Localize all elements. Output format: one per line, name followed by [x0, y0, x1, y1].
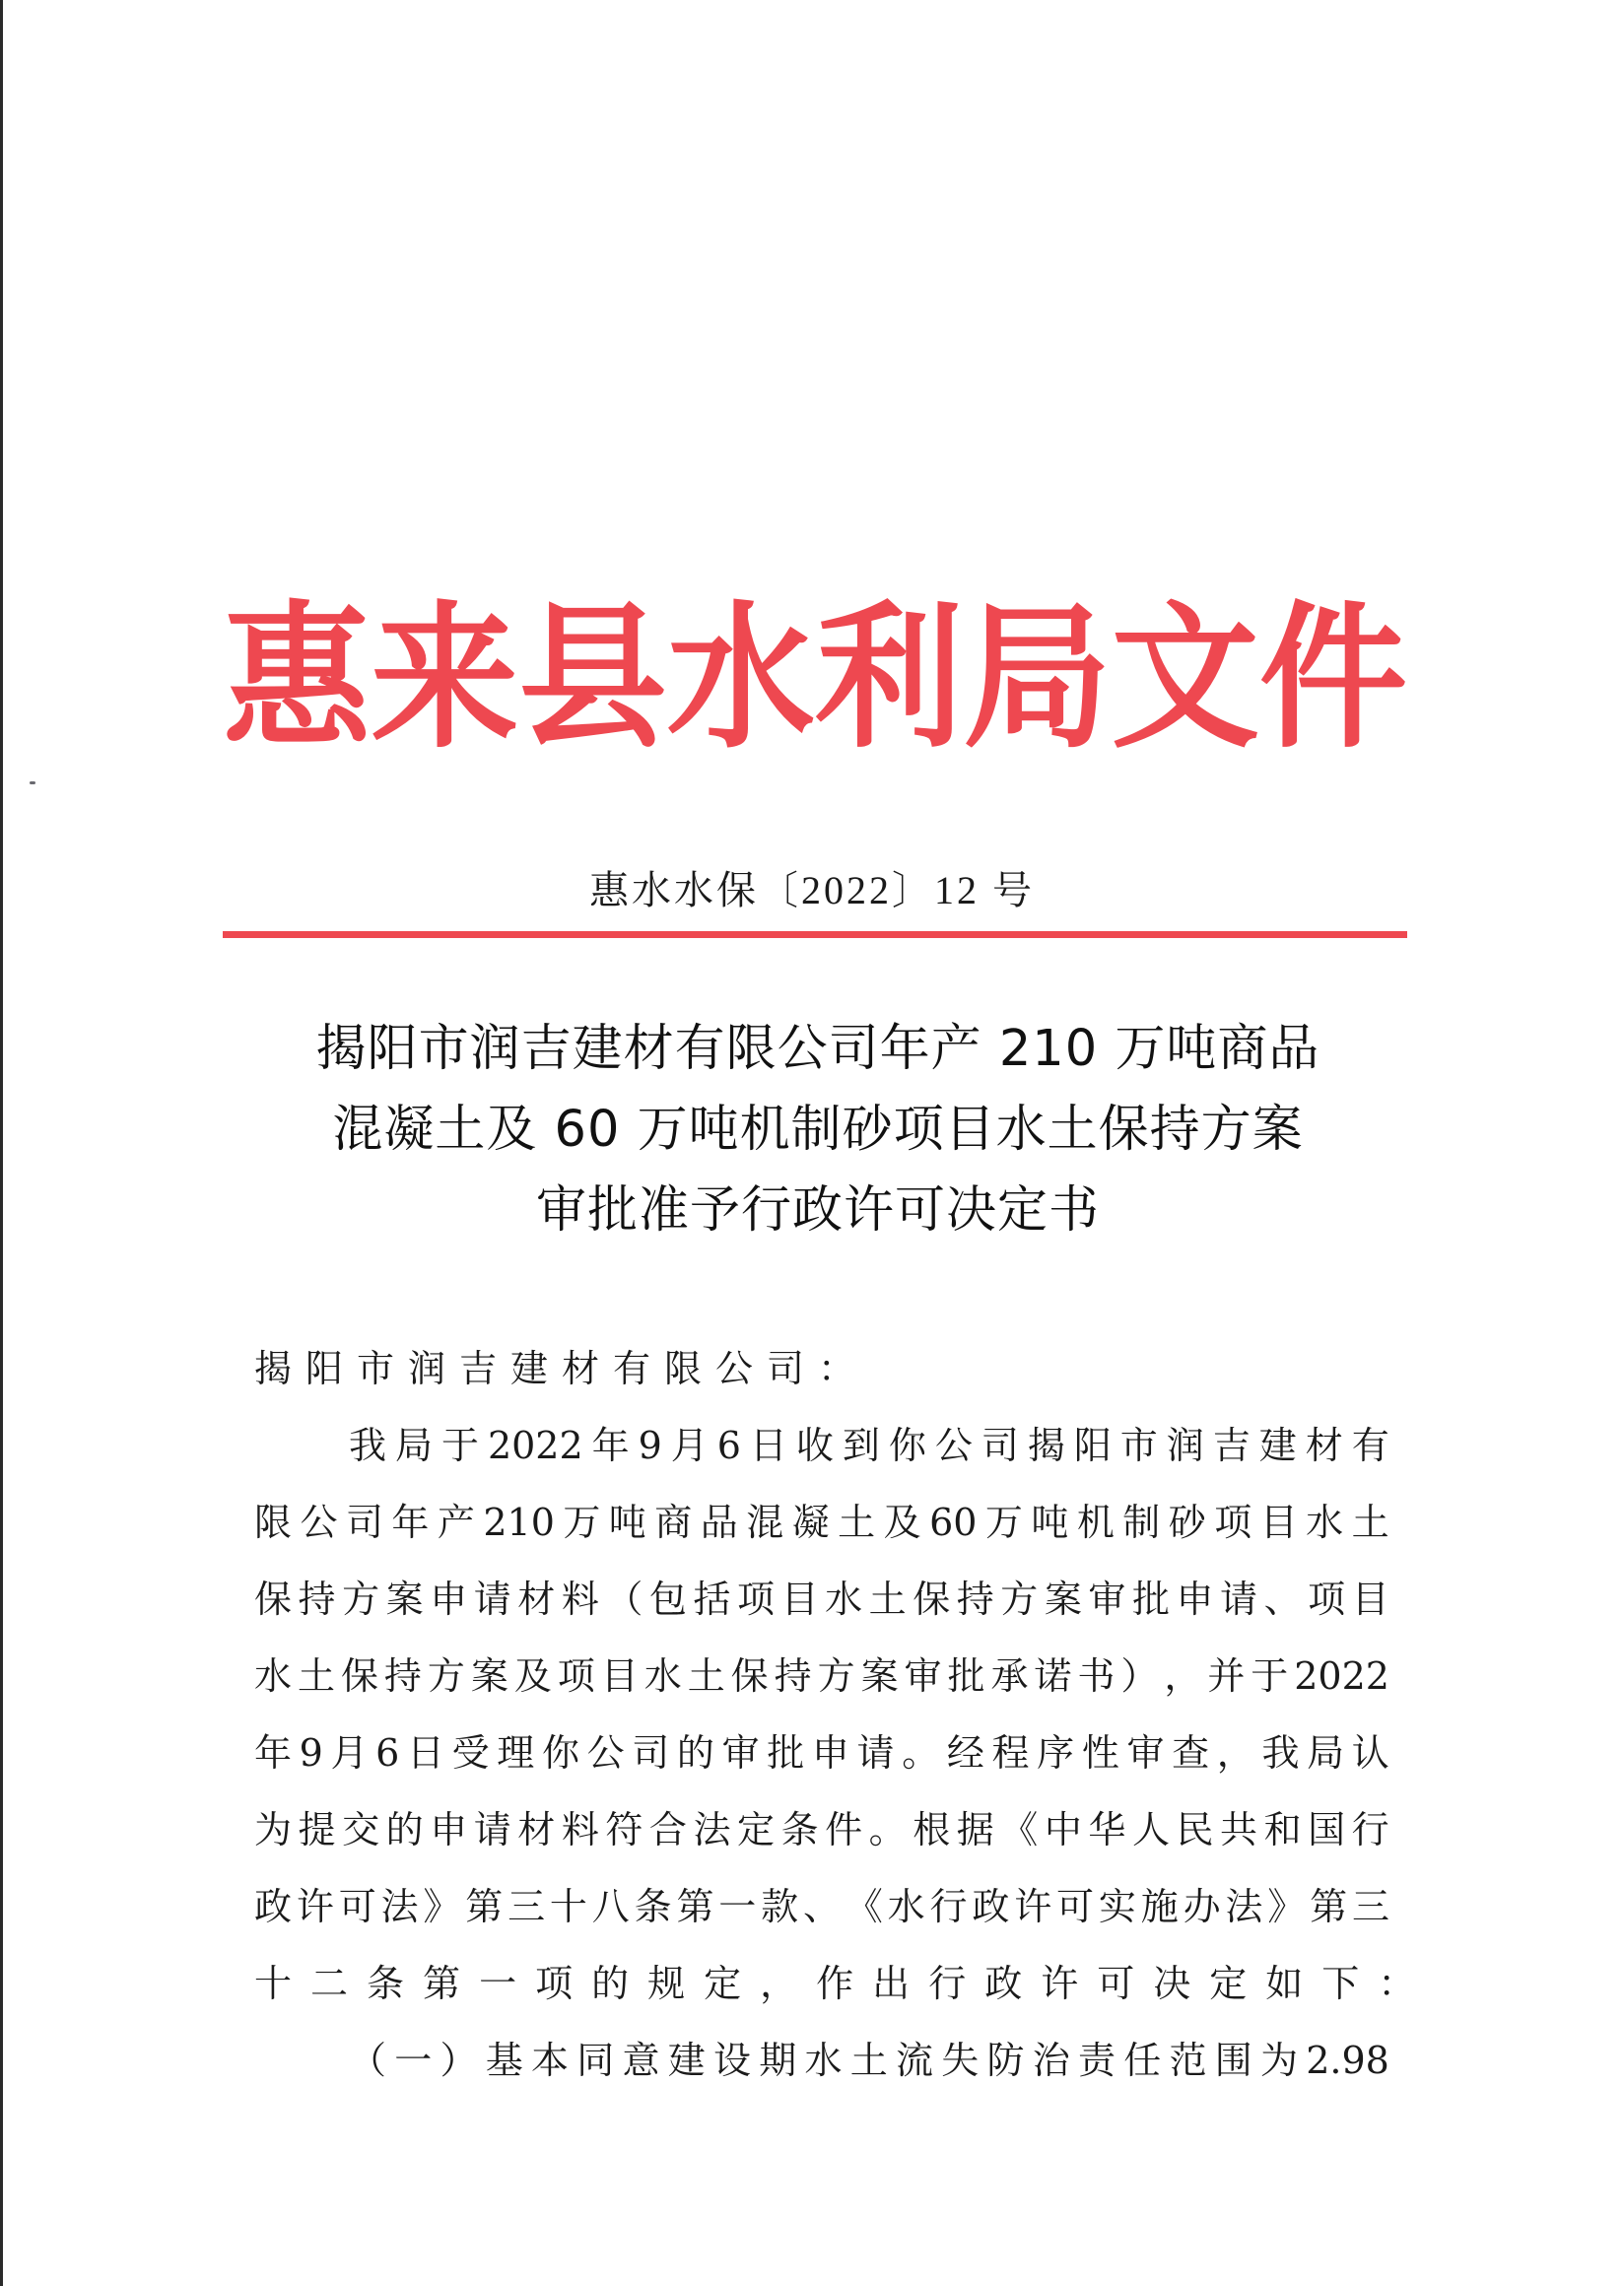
glyph: 规: [647, 1962, 686, 2005]
masthead-char: 件: [1258, 585, 1407, 771]
glyph: 第: [465, 1885, 504, 1928]
glyph: 期: [759, 2039, 797, 2082]
glyph: 条: [634, 1885, 672, 1928]
glyph: 批: [1131, 1578, 1170, 1621]
glyph: 许: [296, 1885, 334, 1928]
glyph: 定: [704, 1962, 742, 2005]
glyph: 9: [299, 1731, 323, 1775]
glyph: 揭: [1027, 1424, 1065, 1467]
glyph: 实: [1098, 1885, 1136, 1928]
glyph: 收: [795, 1424, 834, 1467]
glyph: 根: [913, 1808, 951, 1851]
glyph: 审: [1126, 1731, 1165, 1775]
glyph: 审: [904, 1654, 942, 1698]
glyph: 政: [972, 1885, 1010, 1928]
glyph: 目: [600, 1654, 639, 1698]
glyph: 水: [643, 1654, 682, 1698]
glyph: 受: [451, 1731, 490, 1775]
glyph: 方: [1000, 1578, 1039, 1621]
glyph: 符: [605, 1808, 643, 1851]
glyph: 许: [1014, 1885, 1052, 1928]
glyph: 条: [367, 1962, 405, 2005]
glyph: 公: [586, 1731, 625, 1775]
glyph: 材: [517, 1808, 556, 1851]
glyph: 案: [385, 1578, 424, 1621]
glyph: 共: [1220, 1808, 1258, 1851]
document-body: [254, 1330, 1416, 2099]
body-line: [254, 1791, 1389, 1868]
scan-artifact: [30, 781, 35, 784]
glyph: 日: [749, 1424, 787, 1467]
glyph: 行: [928, 1962, 967, 2005]
glyph: 建: [1258, 1424, 1297, 1467]
glyph: 行: [1351, 1808, 1389, 1851]
glyph: 请: [473, 1578, 511, 1621]
glyph: 定: [737, 1808, 776, 1851]
glyph: 案: [1044, 1578, 1082, 1621]
glyph: 施: [1140, 1885, 1179, 1928]
glyph: 责: [1078, 2039, 1116, 2082]
glyph: 公: [300, 1501, 338, 1544]
glyph: 三: [1351, 1885, 1389, 1928]
glyph: 为: [254, 1808, 293, 1851]
glyph: 第: [676, 1885, 714, 1928]
glyph: 阳: [1073, 1424, 1112, 1467]
glyph: 审: [721, 1731, 760, 1775]
glyph: 人: [1131, 1808, 1170, 1851]
glyph: 司: [632, 1731, 670, 1775]
masthead-char: 局: [963, 585, 1112, 771]
glyph: 项: [535, 1962, 574, 2005]
glyph: 于: [440, 1424, 479, 1467]
glyph: 水: [887, 1885, 925, 1928]
glyph: 审: [1088, 1578, 1126, 1621]
glyph: 国: [1308, 1808, 1346, 1851]
glyph: （: [349, 2039, 387, 2082]
glyph: 定: [1209, 1962, 1248, 2005]
glyph: 合: [648, 1808, 687, 1851]
masthead-char: 利: [815, 585, 964, 771]
glyph: 方: [427, 1654, 465, 1698]
glyph: 年: [391, 1501, 430, 1544]
glyph: 60: [929, 1501, 978, 1544]
glyph: 有: [1351, 1424, 1389, 1467]
glyph: 持: [298, 1578, 336, 1621]
glyph: 万: [563, 1501, 601, 1544]
glyph: 司: [981, 1424, 1019, 1467]
glyph: 申: [430, 1808, 468, 1851]
glyph: 司: [345, 1501, 383, 1544]
glyph: 品: [700, 1501, 738, 1544]
glyph: 土: [838, 1501, 876, 1544]
glyph: 请: [473, 1808, 511, 1851]
glyph: 限: [254, 1501, 293, 1544]
glyph: 的: [591, 1962, 630, 2005]
glyph: 交: [342, 1808, 380, 1851]
glyph: 料: [561, 1808, 599, 1851]
glyph: 批: [767, 1731, 805, 1775]
glyph: 并: [1207, 1654, 1246, 1698]
glyph: 的: [676, 1731, 714, 1775]
glyph: 、: [1263, 1578, 1302, 1621]
glyph: 提: [298, 1808, 336, 1851]
glyph: 保: [730, 1654, 769, 1698]
glyph: 查: [1172, 1731, 1210, 1775]
glyph: 政: [254, 1885, 293, 1928]
glyph: 第: [423, 1962, 461, 2005]
glyph: 2022: [1294, 1654, 1389, 1698]
glyph: 润: [1166, 1424, 1204, 1467]
glyph: 范: [1169, 2039, 1207, 2082]
glyph: 土: [849, 2039, 888, 2082]
glyph: 案: [470, 1654, 508, 1698]
glyph: 为: [1260, 2039, 1299, 2082]
glyph: 建: [667, 2039, 706, 2082]
glyph: 土: [868, 1578, 907, 1621]
glyph: 材: [1305, 1424, 1343, 1467]
glyph: 市: [1119, 1424, 1158, 1467]
body-line: [254, 1561, 1389, 1638]
glyph: 》: [1267, 1885, 1306, 1928]
glyph: 行: [929, 1885, 968, 1928]
glyph: 二: [310, 1962, 349, 2005]
glyph: ）: [1120, 1654, 1159, 1698]
glyph: 《: [845, 1885, 883, 1928]
glyph: 华: [1088, 1808, 1126, 1851]
glyph: 局: [1307, 1731, 1345, 1775]
masthead-char: 县: [518, 585, 667, 771]
glyph: 治: [1032, 2039, 1070, 2082]
glyph: 于: [1251, 1654, 1289, 1698]
glyph: 十: [254, 1962, 293, 2005]
glyph: 申: [1176, 1578, 1214, 1621]
glyph: 一: [394, 2039, 433, 2082]
masthead-char: 水: [666, 585, 815, 771]
glyph: 水: [1306, 1501, 1344, 1544]
title-line: 审批准予行政许可决定书: [535, 1181, 1100, 1240]
body-line: [254, 1407, 1389, 1484]
glyph: 请: [1220, 1578, 1258, 1621]
glyph: 项: [737, 1578, 776, 1621]
glyph: 9: [638, 1424, 662, 1467]
glyph: 围: [1214, 2039, 1252, 2082]
glyph: 持: [383, 1654, 422, 1698]
glyph: 及: [513, 1654, 552, 1698]
scan-border: [0, 0, 3, 2286]
body-line: [254, 1714, 1389, 1791]
glyph: 经: [946, 1731, 984, 1775]
list-item-1: [254, 2022, 1389, 2099]
glyph: 目: [1351, 1578, 1389, 1621]
glyph: 申: [811, 1731, 849, 1775]
glyph: 认: [1351, 1731, 1389, 1775]
glyph: 下: [1321, 1962, 1360, 2005]
glyph: 防: [986, 2039, 1025, 2082]
glyph: 日: [406, 1731, 444, 1775]
glyph: 机: [1076, 1501, 1115, 1544]
glyph: 我: [1261, 1731, 1300, 1775]
glyph: 2.98: [1306, 2039, 1389, 2082]
glyph: 出: [872, 1962, 911, 2005]
glyph: 目: [780, 1578, 819, 1621]
glyph: 及: [883, 1501, 921, 1544]
masthead-char: 惠: [223, 585, 372, 771]
glyph: 产: [437, 1501, 475, 1544]
glyph: ：: [1378, 1962, 1416, 2005]
glyph: 年: [254, 1731, 293, 1775]
glyph: ）: [440, 2039, 478, 2082]
glyph: 《: [1000, 1808, 1039, 1851]
salutation: 揭阳市润吉建材有限公司：: [254, 1347, 870, 1390]
glyph: 承: [990, 1654, 1029, 1698]
glyph: 诺: [1034, 1654, 1072, 1698]
glyph: 方: [342, 1578, 380, 1621]
glyph: 公: [934, 1424, 973, 1467]
glyph: 请: [856, 1731, 895, 1775]
glyph: 八: [591, 1885, 630, 1928]
glyph: 可: [1097, 1962, 1135, 2005]
glyph: 保: [254, 1578, 293, 1621]
glyph: 设: [713, 2039, 752, 2082]
glyph: 基: [485, 2039, 523, 2082]
glyph: 你: [541, 1731, 579, 1775]
glyph: 理: [497, 1731, 535, 1775]
glyph: 持: [774, 1654, 812, 1698]
glyph: 法: [1225, 1885, 1263, 1928]
glyph: 凝: [791, 1501, 830, 1544]
document-number: 惠水水保〔2022〕12 号: [589, 868, 1035, 912]
glyph: 本: [531, 2039, 570, 2082]
glyph: 款: [761, 1885, 799, 1928]
glyph: 序: [1037, 1731, 1075, 1775]
glyph: 。: [868, 1808, 907, 1851]
glyph: 保: [913, 1578, 951, 1621]
glyph: 办: [1183, 1885, 1221, 1928]
body-line: [254, 1945, 1416, 2022]
glyph: 6: [716, 1424, 741, 1467]
glyph: 第: [1310, 1885, 1348, 1928]
glyph: 吉: [1212, 1424, 1251, 1467]
title-line: 揭阳市润吉建材有限公司年产 210 万吨商品: [315, 1020, 1320, 1078]
glyph: 同: [576, 2039, 615, 2082]
glyph: 月: [330, 1731, 369, 1775]
masthead-char: 来: [371, 585, 519, 771]
glyph: 政: [984, 1962, 1023, 2005]
glyph: 》: [423, 1885, 461, 1928]
glyph: 项: [1214, 1501, 1252, 1544]
glyph: 中: [1044, 1808, 1082, 1851]
glyph: 可: [1056, 1885, 1095, 1928]
glyph: 如: [1265, 1962, 1304, 2005]
masthead: [223, 585, 1407, 771]
glyph: 料: [561, 1578, 599, 1621]
glyph: 混: [746, 1501, 784, 1544]
glyph: 决: [1153, 1962, 1191, 2005]
glyph: 水: [804, 2039, 843, 2082]
glyph: 性: [1081, 1731, 1119, 1775]
glyph: 持: [956, 1578, 994, 1621]
glyph: 条: [780, 1808, 819, 1851]
glyph: 吨: [608, 1501, 646, 1544]
glyph: 批: [947, 1654, 985, 1698]
glyph: 土: [297, 1654, 335, 1698]
glyph: 据: [956, 1808, 994, 1851]
glyph: 6: [375, 1731, 400, 1775]
body-line: [254, 1638, 1389, 1714]
glyph: 可: [338, 1885, 376, 1928]
glyph: ，: [1216, 1731, 1254, 1775]
glyph: 。: [902, 1731, 940, 1775]
glyph: 包: [648, 1578, 687, 1621]
glyph: 目: [1259, 1501, 1298, 1544]
glyph: 万: [984, 1501, 1023, 1544]
glyph: 三: [508, 1885, 546, 1928]
glyph: 方: [817, 1654, 855, 1698]
glyph: ，: [760, 1962, 798, 2005]
glyph: 民: [1176, 1808, 1214, 1851]
glyph: 砂: [1168, 1501, 1206, 1544]
glyph: 商: [654, 1501, 693, 1544]
glyph: 一: [718, 1885, 757, 1928]
glyph: 土: [1351, 1501, 1389, 1544]
masthead-char: 文: [1111, 585, 1259, 771]
glyph: 程: [991, 1731, 1030, 1775]
glyph: 制: [1122, 1501, 1161, 1544]
glyph: 210: [483, 1501, 555, 1544]
glyph: 法: [380, 1885, 419, 1928]
body-line: [254, 1868, 1389, 1945]
glyph: 、: [802, 1885, 841, 1928]
glyph: 我: [349, 1424, 387, 1467]
document-title: [237, 1009, 1399, 1251]
glyph: 括: [693, 1578, 731, 1621]
glyph: 一: [479, 1962, 517, 2005]
glyph: 和: [1263, 1808, 1302, 1851]
glyph: 件: [825, 1808, 863, 1851]
title-line: 混凝土及 60 万吨机制砂项目水土保持方案: [332, 1101, 1304, 1159]
glyph: 材: [517, 1578, 556, 1621]
glyph: 项: [557, 1654, 595, 1698]
red-divider-rule: [223, 931, 1407, 938]
glyph: 吨: [1031, 1501, 1069, 1544]
glyph: 保: [340, 1654, 378, 1698]
glyph: 你: [888, 1424, 926, 1467]
glyph: 失: [941, 2039, 980, 2082]
glyph: 年: [591, 1424, 630, 1467]
glyph: ，: [1164, 1654, 1202, 1698]
glyph: 水: [254, 1654, 293, 1698]
glyph: 十: [549, 1885, 587, 1928]
glyph: 流: [896, 2039, 934, 2082]
glyph: 2022: [487, 1424, 583, 1467]
glyph: 书: [1077, 1654, 1116, 1698]
glyph: 月: [670, 1424, 709, 1467]
glyph: 许: [1041, 1962, 1079, 2005]
glyph: 土: [687, 1654, 725, 1698]
glyph: 水: [825, 1578, 863, 1621]
body-line: [254, 1484, 1389, 1561]
glyph: 的: [385, 1808, 424, 1851]
glyph: 局: [394, 1424, 433, 1467]
glyph: 作: [816, 1962, 854, 2005]
glyph: 案: [860, 1654, 899, 1698]
glyph: 意: [622, 2039, 660, 2082]
glyph: 法: [693, 1808, 731, 1851]
glyph: 申: [430, 1578, 468, 1621]
glyph: 项: [1308, 1578, 1346, 1621]
glyph: 任: [1123, 2039, 1162, 2082]
glyph: 到: [842, 1424, 880, 1467]
glyph: （: [605, 1578, 643, 1621]
